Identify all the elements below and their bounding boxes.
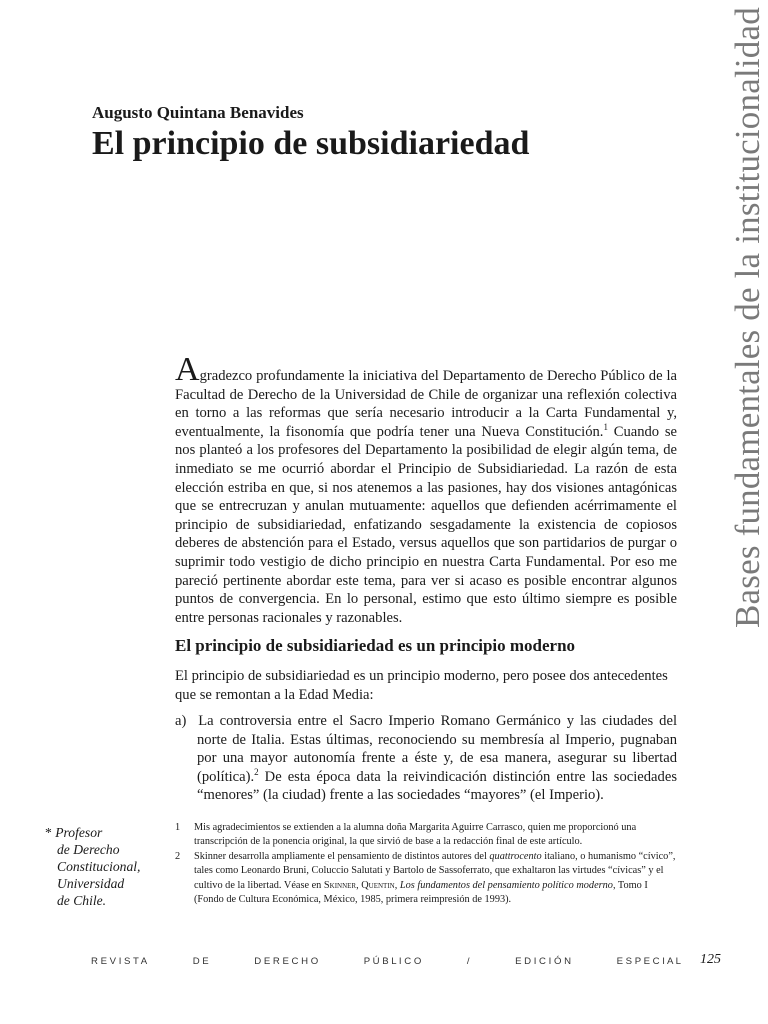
footnote-text: Mis agradecimientos se extienden a la alumna doña Margarita Aguirre Carrasco, quien me proporcionó una transcripción de la ponencia original, la que sirvió de base a la redacción final de este artículo. [194,822,637,848]
intro-text-part1: gradezco profundamente la iniciativa del Departamento de Derecho Público de la Facultad de Derecho de la Universidad de Chile de organizar una reflexión colectiva en torno a las reformas que sería necesario introducir a la Carta Fundamental y, eventualmente, la fisonomía que podría tener una Nueva Constitución. [175,368,677,440]
affiliation-line: Universidad [57,876,125,891]
intro-paragraph-block [175,351,677,627]
footnote-1 [175,821,677,850]
journal-footer [91,956,681,967]
footer-word: E D I C I Ó N [515,956,572,967]
footnotes [175,821,677,907]
list-item-a-part2: De esta época data la reivindicación distinción entre las sociedades “menores” (la ciudad) frente a las sociedades “mayores” (el Imperio). [197,768,677,804]
footnote-text-part: italiano, o humanismo “cívico”, tales como Leonardo Bruni, Coluccio Salutati y Bartolo de Sassoferrato, que exhaltaron las virtudes “cívicas” y el cultivo de la libertad. Véase en [194,850,676,891]
affiliation-line: de Derecho [57,842,120,857]
footer-word: D E R E C H O [254,956,319,967]
affiliation-line: Constitucional, [57,859,141,874]
running-section-title: Bases fundamentales de la institucionalidad [728,7,767,628]
footnote-text-part: , Tomo I (Fondo de Cultura Económica, México, 1985, primera reimpresión de 1993). [194,879,648,906]
asterisk-mark: * [45,825,52,840]
footnote-text-part: , [394,879,400,891]
list-item-a-part1: La controversia entre el Sacro Imperio Romano Germánico y las ciudades del norte de Italia. Estas últimas, reconociendo su membresía al Imperio, pugnaban por una mayor autonomía frente a éste y, de esa manera, asegurar su libertad (política). [197,713,677,785]
footnote-number: 2 [175,850,181,862]
footnote-ref-1[interactable]: 1 [603,421,608,432]
footer-word: R E V I S T A [91,956,148,967]
list-item-a [175,712,677,805]
footer-word: P Ú B L I C O [363,956,422,967]
footnote-2 [175,850,677,908]
footnote-text [194,850,677,908]
section-heading: El principio de subsidiariedad es un principio moderno [175,636,576,655]
cited-work-title: Los fundamentos del pensamiento político moderno [399,879,613,891]
article-author: Augusto Quintana Benavides [92,103,304,122]
affiliation-line: Profesor [55,825,103,840]
footnote-text-part: Skinner desarrolla ampliamente el pensamiento de distintos autores del [194,850,490,862]
drop-cap: A [175,351,200,388]
page-number: 125 [700,952,721,967]
cited-author: Skinner, Quentin [323,879,395,891]
section-paragraph: El principio de subsidiariedad es un principio moderno, pero posee dos antecedentes que se remontan a la Edad Media: [175,668,668,703]
footnote-italic-term: quattrocento [489,850,542,862]
footnote-number: 1 [175,822,181,833]
article-title: El principio de subsidiariedad [92,125,530,162]
section-paragraph-block [175,667,677,704]
affiliation-line: de Chile. [57,893,107,908]
footer-word: D E [192,956,209,967]
list-marker: a) [175,713,187,729]
author-affiliation-note [45,824,155,909]
footer-word: / [466,956,470,967]
intro-paragraph [175,351,677,627]
footnote-ref-2[interactable]: 2 [254,766,259,777]
list-item-a-text [175,712,677,805]
intro-text-part2: Cuando se nos planteó a los profesores del Departamento la posibilidad de elegir algún tema, de inmediato se me ocurrió abordar el Principio de Subsidiariedad. La razón de esta elección estriba en que, si nos atenemos a las pasiones, hay dos visiones antagónicas que se entrecruzan y anulan mutuamente: aquellos que defienden acérrimamente el principio de subsidiariedad, enfatizando sesgadamente la existencia de copiosos deberes de abstención para el Estado, versus aquellos que son partidarios de purgar o suprimir todo vestigio de dicho principio en nuestra Carta Fundamental. Por eso me pareció pertinente abordar este tema, para ver si acaso es posible encontrar algunos puntos de convergencia. En lo personal, estimo que esto último siempre es posible entre personas racionales y razonables. [175,423,677,626]
footer-word: E S P E C I A L [616,956,681,967]
